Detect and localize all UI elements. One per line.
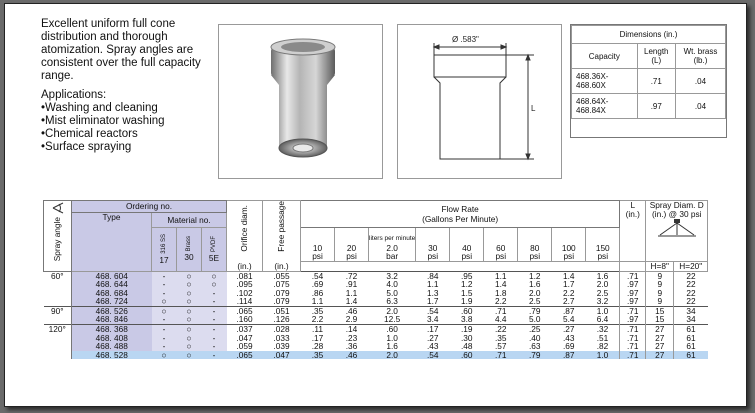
material-316ss-header: [152, 227, 177, 271]
free-passage-cell: .055: [263, 271, 301, 280]
length-cell: .71: [620, 271, 646, 280]
table-row[interactable]: [44, 271, 708, 280]
material-pvdf-cell: -: [202, 315, 227, 324]
flow-cell: .43: [426, 341, 439, 352]
flow-cell: 1.2: [460, 279, 473, 290]
orifice-cell: .114: [236, 296, 253, 307]
type-cell: 468. 604: [72, 271, 152, 280]
flow-cell: 1.1: [426, 279, 439, 290]
flow-cell: 1.0: [586, 351, 620, 360]
spray-pattern-icon: [652, 218, 702, 238]
free-passage-cell: .079: [273, 287, 290, 298]
orifice-unit: (in.): [237, 260, 252, 271]
flow-cell: 2.2: [494, 296, 507, 307]
flow-cell: .60: [450, 351, 484, 360]
flow-cell: 1.7: [562, 279, 575, 290]
free-passage-unit: (in.): [274, 260, 289, 271]
length-cell: .71: [620, 325, 646, 334]
length-header-unit: (in.): [625, 208, 640, 219]
pressure-value: 60: [496, 242, 506, 253]
flow-cell: 3.4: [426, 314, 439, 325]
flow-cell: 1.4: [552, 271, 586, 280]
spray-diam-h8-cell: 9: [646, 271, 674, 280]
pressure-unit: psi: [495, 251, 507, 262]
flow-cell: .22: [484, 325, 518, 334]
table-row[interactable]: [44, 334, 708, 343]
material-316ss-cell: ○: [152, 351, 177, 360]
spray-diam-h8-cell: 9: [646, 297, 674, 306]
table-row[interactable]: [44, 315, 708, 324]
spray-diam-h20-cell: 22: [674, 271, 708, 280]
pressure-unit: psi: [461, 251, 473, 262]
spray-diam-h8-cell: 27: [646, 342, 674, 351]
type-cell: 468. 846: [72, 315, 152, 324]
material-brass-cell: ○: [177, 271, 202, 280]
flow-cell: .69: [311, 279, 324, 290]
flow-cell: .48: [460, 341, 473, 352]
spray-diam-h8-cell: 15: [646, 306, 674, 315]
flow-cell: 1.1: [484, 271, 518, 280]
spray-angle-label: Spray angle: [52, 216, 63, 261]
orifice-cell: .095: [236, 279, 253, 290]
application-item: • Mist eliminator washing: [41, 115, 216, 128]
orifice-cell: .160: [236, 314, 253, 325]
application-item: • Surface spraying: [41, 141, 216, 154]
flow-cell: .71: [484, 306, 518, 315]
dim-row: [572, 69, 726, 94]
flow-cell: .36: [345, 341, 358, 352]
dimensions-title: Dimensions (in.): [572, 26, 726, 44]
dim-row: [572, 94, 726, 119]
lpm-label: liters per minute: [369, 235, 416, 243]
flow-cell: 1.5: [460, 287, 473, 298]
type-cell: 468. 526: [72, 306, 152, 315]
flow-cell: .82: [596, 341, 609, 352]
flow-cell: .87: [552, 351, 586, 360]
flow-cell: .95: [450, 271, 484, 280]
pressure-header: [301, 227, 335, 261]
material-316ss-cell: ○: [152, 306, 177, 315]
orifice-header: [227, 201, 263, 272]
type-cell: 468. 724: [72, 297, 152, 306]
spray-diam-h20-cell: 61: [674, 351, 708, 360]
material-pvdf-cell: -: [202, 334, 227, 343]
pressure-unit: psi: [597, 251, 609, 262]
flow-cell: 4.0: [386, 279, 398, 290]
free-passage-label: Free passage: [276, 201, 287, 252]
material-316ss-cell: -: [152, 289, 177, 298]
length-cell: .71: [620, 351, 646, 360]
flow-cell: 5.0: [386, 287, 398, 298]
flow-cell: .60: [450, 306, 484, 315]
flow-cell: .79: [518, 351, 552, 360]
pressure-value: 2.0: [386, 242, 398, 253]
flow-cell: 2.7: [562, 296, 575, 307]
pressure-value: 100: [561, 242, 576, 253]
spray-diam-h20-cell: 34: [674, 315, 708, 324]
pressure-unit: psi: [346, 251, 357, 262]
dim-header-capacity: Capacity: [572, 44, 638, 69]
material-brass-cell: ○: [177, 351, 202, 360]
table-row[interactable]: [44, 342, 708, 351]
free-passage-cell: .079: [273, 296, 290, 307]
pressure-unit: psi: [529, 251, 541, 262]
flow-cell: .23: [345, 332, 358, 343]
material-pvdf-cell: -: [202, 306, 227, 315]
spray-angle-icon: [50, 201, 66, 215]
length-cell: .97: [620, 289, 646, 298]
flow-cell: .69: [562, 341, 575, 352]
material-brass-cell: ○: [177, 306, 202, 315]
spec-table: [43, 200, 708, 359]
pressure-header-bar: [369, 227, 416, 261]
flow-cell: 1.1: [311, 296, 324, 307]
flow-cell: 2.5: [528, 296, 541, 307]
table-row[interactable]: [44, 325, 708, 334]
pressure-header: [552, 227, 586, 261]
material-brass-cell: ○: [177, 315, 202, 324]
free-passage-cell: .047: [263, 351, 301, 360]
dimensions-table: [571, 25, 726, 119]
pressure-value: 10: [312, 242, 323, 253]
flow-cell: .60: [369, 325, 416, 334]
flow-cell: 1.6: [528, 279, 541, 290]
material-brass-cell: ○: [177, 325, 202, 334]
spray-diam-h8-cell: 27: [646, 325, 674, 334]
spray-angle-header: [44, 201, 72, 272]
pressure-unit: psi: [427, 251, 439, 262]
flow-cell: .40: [528, 332, 541, 343]
spray-angle-cell: 60°: [44, 271, 72, 306]
spray-diam-header: [646, 201, 708, 262]
spray-diam-h8-cell: 9: [646, 280, 674, 289]
flow-cell: .71: [484, 351, 518, 360]
free-passage-cell: .033: [273, 332, 290, 343]
type-cell: 468. 368: [72, 325, 152, 334]
flow-cell: 1.0: [586, 306, 620, 315]
spray-diam-title: Spray Diam. D: [649, 200, 704, 210]
orifice-cell: .065: [227, 306, 263, 315]
flow-cell: .32: [586, 325, 620, 334]
material-316ss-cell: ○: [152, 297, 177, 306]
material-brass-cell: ○: [177, 297, 202, 306]
material-316ss-cell: -: [152, 315, 177, 324]
diameter-label: Ø .583": [452, 35, 479, 44]
flow-cell: 5.4: [562, 314, 575, 325]
material-pvdf-cell: -: [202, 351, 227, 360]
flow-cell: 2.0: [596, 279, 609, 290]
orifice-cell: .065: [227, 351, 263, 360]
spray-diam-h8-cell: 27: [646, 351, 674, 360]
orifice-cell: .047: [236, 332, 253, 343]
catalog-page: [4, 3, 747, 407]
length-cell: .71: [620, 334, 646, 343]
spray-diam-h20-cell: 22: [674, 289, 708, 298]
spray-angle-cell: 120°: [44, 325, 72, 360]
product-description: [41, 18, 216, 154]
length-header-blank: [620, 261, 646, 271]
flow-cell: .87: [552, 306, 586, 315]
dim-weight: .04: [675, 69, 725, 94]
material-316ss-cell: -: [152, 271, 177, 280]
dim-header-weight: Wt. brass (lb.): [675, 44, 725, 69]
flow-cell: .25: [518, 325, 552, 334]
pressure-value: 40: [462, 242, 472, 253]
flow-cell: 3.8: [460, 314, 473, 325]
flow-cell: 3.2: [596, 296, 609, 307]
flow-cell: 1.1: [345, 287, 358, 298]
orifice-cell: .081: [227, 271, 263, 280]
nozzle-photo: [218, 24, 383, 179]
flow-cell: .43: [562, 332, 575, 343]
dim-length: .97: [637, 94, 675, 119]
material-name: PVDF: [210, 236, 217, 253]
flow-cell: .35: [301, 351, 335, 360]
flow-cell: .28: [311, 341, 324, 352]
flow-cell: .11: [301, 325, 335, 334]
material-brass-cell: ○: [177, 334, 202, 343]
type-cell: 468. 528: [72, 351, 152, 360]
table-row[interactable]: [44, 280, 708, 289]
material-316ss-cell: -: [152, 325, 177, 334]
dim-weight: .04: [675, 94, 725, 119]
material-pvdf-cell: ○: [202, 271, 227, 280]
flow-rate-title: Flow Rate: [441, 203, 479, 214]
type-cell: 468. 684: [72, 289, 152, 298]
spray-diam-h8-cell: 27: [646, 334, 674, 343]
spray-diam-h20-cell: 22: [674, 280, 708, 289]
flow-cell: 1.6: [586, 271, 620, 280]
length-cell: .71: [620, 306, 646, 315]
h8-header: H=8": [646, 261, 674, 271]
material-pvdf-cell: -: [202, 297, 227, 306]
flow-rate-unit: (Gallons Per Minute): [422, 213, 499, 224]
orifice-label: Orifice diam.: [239, 205, 250, 252]
spray-diam-h8-cell: 9: [646, 289, 674, 298]
flow-cell: .17: [311, 332, 324, 343]
pressure-value: 80: [530, 242, 540, 253]
table-row[interactable]: [44, 351, 708, 360]
material-316ss-cell: -: [152, 342, 177, 351]
spray-diam-h8-cell: 15: [646, 315, 674, 324]
flow-cell: .57: [494, 341, 507, 352]
pressure-unit: psi: [312, 251, 323, 262]
flow-cell: 2.2: [562, 287, 575, 298]
pressure-unit: psi: [563, 251, 575, 262]
flow-cell: 6.4: [596, 314, 609, 325]
free-passage-header: [263, 201, 301, 272]
flow-cell: .46: [335, 351, 369, 360]
description-text: Excellent uniform full cone distribution and thorough atomization. Spray angles are consistent over the full capacity range.: [41, 18, 201, 82]
dimensions-box: [570, 24, 727, 138]
length-cell: .97: [620, 315, 646, 324]
flow-cell: .27: [552, 325, 586, 334]
flow-cell: .35: [301, 306, 335, 315]
dimension-drawing: [397, 24, 562, 179]
pressure-header: [586, 227, 620, 261]
orifice-cell: .037: [227, 325, 263, 334]
flow-cell: .51: [596, 332, 609, 343]
flow-cell: 1.6: [386, 341, 398, 352]
length-header: [620, 201, 646, 262]
pressure-value: 30: [428, 242, 438, 253]
material-316ss-cell: -: [152, 334, 177, 343]
flow-cell: .14: [335, 325, 369, 334]
length-header-label: L: [630, 200, 636, 210]
dimension-drawing-image: [398, 25, 561, 178]
flow-cell: 1.8: [494, 287, 507, 298]
flow-cell: .63: [528, 341, 541, 352]
material-brass-header: [177, 227, 202, 271]
header-spacer: [301, 261, 620, 271]
material-header: Material no.: [152, 213, 227, 228]
pressure-header: [416, 227, 450, 261]
type-cell: 468. 408: [72, 334, 152, 343]
pressure-unit: bar: [386, 251, 399, 262]
type-header: Type: [72, 213, 152, 272]
free-passage-cell: .075: [273, 279, 290, 290]
material-name: Brass: [185, 236, 192, 252]
flow-cell: .30: [460, 332, 473, 343]
flow-cell: .35: [494, 332, 507, 343]
table-row[interactable]: [44, 306, 708, 315]
dim-length: .71: [637, 69, 675, 94]
ordering-header: Ordering no.: [72, 201, 227, 213]
flow-cell: .72: [335, 271, 369, 280]
flow-cell: .19: [450, 325, 484, 334]
material-code: 5E: [208, 252, 220, 263]
dim-capacity: 468.36X-468.60X: [572, 69, 638, 94]
flow-cell: 2.5: [596, 287, 609, 298]
table-row[interactable]: [44, 289, 708, 298]
material-brass-cell: ○: [177, 280, 202, 289]
dim-capacity: 468.64X-468.84X: [572, 94, 638, 119]
applications-title: Applications:: [41, 89, 107, 101]
application-item: • Chemical reactors: [41, 128, 216, 141]
spray-diam-h20-cell: 22: [674, 297, 708, 306]
application-item: • Washing and cleaning: [41, 102, 216, 115]
flow-cell: 1.0: [386, 332, 398, 343]
flow-cell: 2.0: [369, 351, 416, 360]
flow-cell: 4.4: [494, 314, 507, 325]
free-passage-cell: .126: [273, 314, 290, 325]
flow-cell: 2.2: [311, 314, 324, 325]
flow-cell: 1.7: [426, 296, 439, 307]
flow-cell: 1.9: [460, 296, 473, 307]
flow-cell: 2.0: [528, 287, 541, 298]
spray-diam-h20-cell: 61: [674, 325, 708, 334]
material-brass-cell: ○: [177, 289, 202, 298]
type-cell: 468. 644: [72, 280, 152, 289]
pressure-header: [335, 227, 369, 261]
flow-cell: .17: [416, 325, 450, 334]
flow-cell: .27: [426, 332, 439, 343]
applications-list: [41, 102, 216, 154]
material-316ss-cell: -: [152, 280, 177, 289]
flow-cell: .54: [416, 306, 450, 315]
type-cell: 468. 488: [72, 342, 152, 351]
flow-cell: .79: [518, 306, 552, 315]
flow-cell: 2.0: [369, 306, 416, 315]
material-brass-cell: ○: [177, 342, 202, 351]
spray-diam-h20-cell: 61: [674, 334, 708, 343]
flow-cell: 1.4: [494, 279, 507, 290]
free-passage-cell: .028: [263, 325, 301, 334]
flow-rate-header: [301, 201, 620, 228]
free-passage-cell: .039: [273, 341, 290, 352]
orifice-cell: .102: [236, 287, 253, 298]
flow-cell: 1.4: [345, 296, 358, 307]
spray-angle-cell: 90°: [44, 306, 72, 324]
material-name: 316 SS: [160, 234, 167, 254]
pressure-header: [450, 227, 484, 261]
flow-cell: 12.5: [384, 314, 401, 325]
orifice-cell: .059: [236, 341, 253, 352]
material-pvdf-cell: -: [202, 289, 227, 298]
pressure-header: [518, 227, 552, 261]
length-cell: .97: [620, 297, 646, 306]
spray-diam-h20-cell: 34: [674, 306, 708, 315]
material-pvdf-cell: -: [202, 342, 227, 351]
spray-diam-subtitle: (in.) @ 30 psi: [652, 208, 702, 219]
dim-header-length: Length (L): [637, 44, 675, 69]
spray-diam-h20-cell: 61: [674, 342, 708, 351]
flow-cell: .54: [416, 351, 450, 360]
length-cell: .71: [620, 342, 646, 351]
flow-cell: .86: [311, 287, 324, 298]
flow-cell: 1.2: [518, 271, 552, 280]
flow-cell: 1.3: [426, 287, 439, 298]
flow-cell: 2.9: [345, 314, 358, 325]
flow-cell: 6.3: [386, 296, 398, 307]
free-passage-cell: .051: [263, 306, 301, 315]
flow-cell: 3.2: [369, 271, 416, 280]
flow-cell: .54: [301, 271, 335, 280]
length-cell: .97: [620, 280, 646, 289]
spec-body: [44, 271, 708, 359]
flow-cell: .46: [335, 306, 369, 315]
material-pvdf-cell: -: [202, 325, 227, 334]
flow-cell: .84: [416, 271, 450, 280]
pressure-value: 150: [595, 242, 610, 253]
flow-cell: .91: [345, 279, 358, 290]
h20-header: H=20": [674, 261, 708, 271]
table-row[interactable]: [44, 297, 708, 306]
pressure-value: 20: [346, 242, 357, 253]
pressure-header: [484, 227, 518, 261]
flow-cell: 5.0: [528, 314, 541, 325]
material-pvdf-header: [202, 227, 227, 271]
material-code: 17: [159, 254, 169, 265]
material-code: 30: [184, 252, 194, 263]
nozzle-photo-image: [219, 25, 382, 178]
length-label: L: [531, 104, 536, 113]
material-pvdf-cell: ○: [202, 280, 227, 289]
